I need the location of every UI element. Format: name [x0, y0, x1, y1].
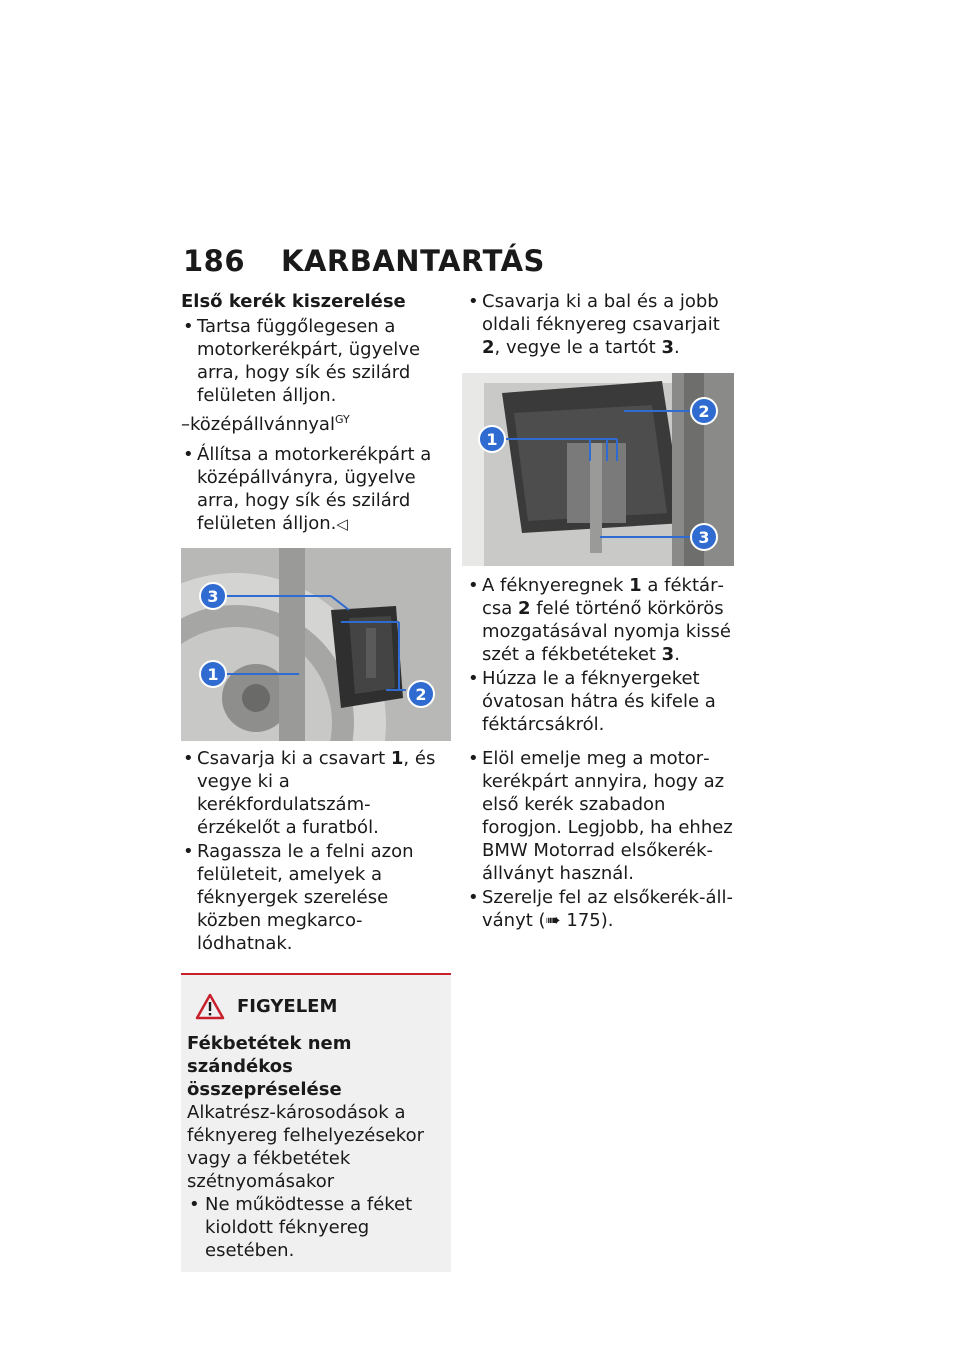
callout-label: 1 [207, 665, 219, 684]
list-item [466, 290, 741, 359]
list-item [181, 315, 451, 407]
bullet-icon: • [189, 1194, 200, 1215]
list-item [181, 840, 451, 955]
left-column [181, 290, 451, 1272]
item-text: Elöl emelje meg a motorkerékpárt annyira, hogy az első kerék szabadon forogjon. Legjobb, ha ehhez BMW Motorrad elsőkerék-állványt használ. [482, 748, 733, 884]
warning-box [181, 973, 451, 1272]
item-text: . [674, 337, 680, 358]
callout-label: 2 [415, 685, 427, 704]
list-item [466, 574, 741, 666]
list-item [181, 747, 451, 839]
warning-bullet-text: Ne működtesse a féket kioldott féknyereg esetében. [205, 1194, 413, 1261]
bullet-icon: • [468, 748, 479, 769]
list-item [466, 667, 741, 736]
caliper-detail-photo [462, 373, 734, 566]
list-item [466, 747, 741, 885]
ref-number: 1 [629, 575, 642, 596]
item-text: a féktárcsa [482, 575, 724, 619]
page-title: KARBANTARTÁS [281, 244, 545, 278]
warning-text: Alkatrész-károsodások a féknyereg felhelyezésekor vagy a fékbetétek szétnyomásakor [187, 1102, 424, 1192]
page-ref-arrow-icon: ➠ [545, 910, 561, 931]
warning-triangle-icon [195, 993, 225, 1020]
item-text: Szerelje fel az elsőkerék-állványt ( [482, 887, 734, 931]
brake-caliper-photo [181, 548, 451, 741]
item-text: Tartsa függőlegesen a motorkerékpárt, ügyelve arra, hogy sík és szilárd felületen álljon. [197, 316, 421, 406]
section-title: Első kerék kiszerelése [181, 291, 406, 312]
condition-superscript: GY [334, 413, 350, 426]
item-text: , vegye le a tartót [494, 337, 662, 358]
warning-bullet [187, 1193, 443, 1262]
list-item [181, 443, 451, 536]
item-text: Állítsa a motorkerékpárt a középállványra, ügyelve arra, hogy sík és szilárd felületen álljon. [197, 444, 432, 534]
callout-label: 3 [698, 528, 710, 547]
bullet-icon: • [183, 444, 194, 465]
warning-header [195, 993, 443, 1020]
ref-number: 3 [661, 644, 675, 665]
bullet-icon: • [183, 316, 194, 337]
item-text: A féknyeregnek [482, 575, 630, 596]
list-item [466, 886, 741, 932]
ref-number: 2 [518, 598, 531, 619]
end-mark-icon: ◁ [336, 515, 348, 533]
item-text: felé történő körkörös mozgatásával nyomja kissé szét a fékbetéteket [482, 598, 731, 665]
bullet-icon: • [468, 575, 479, 596]
page-number: 186 [183, 244, 246, 278]
ref-number: 1 [390, 748, 404, 769]
page-reference[interactable]: 175 [560, 910, 601, 931]
item-text: Csavarja ki a bal és a jobb oldali féknyereg csavarjait [482, 291, 720, 335]
item-text: Csavarja ki a csavart [197, 748, 391, 769]
ref-number: 3 [661, 337, 674, 358]
page-header [183, 244, 545, 278]
callout-label: 2 [698, 402, 710, 421]
item-text: ). [600, 910, 614, 931]
bullet-icon: • [468, 668, 479, 689]
callout-label: 3 [207, 587, 219, 606]
ref-number: 2 [482, 337, 495, 358]
condition-text: középállvánnyal [190, 414, 335, 435]
item-text: Ragassza le a felni azon felületeit, amelyek a féknyergek szerelése közben megkarcolódhatnak. [197, 841, 414, 954]
bullet-icon: • [468, 291, 479, 312]
item-text: . [674, 644, 680, 665]
dash-icon: – [181, 414, 190, 435]
bullet-icon: • [183, 841, 194, 862]
item-text: Húzza le a féknyergeket óvatosan hátra és kifele a féktárcsákról. [482, 668, 716, 735]
warning-label: FIGYELEM [237, 996, 338, 1017]
item-text: , és vegye ki a kerékfordulatszám-érzékelőt a furatból. [197, 748, 436, 838]
callout-label: 1 [486, 430, 498, 449]
condition-line [181, 408, 451, 436]
bullet-icon: • [468, 887, 479, 908]
warning-heading: Fékbetétek nem szándékos összepréselése [187, 1033, 352, 1100]
right-column [466, 290, 741, 933]
bullet-icon: • [183, 748, 194, 769]
